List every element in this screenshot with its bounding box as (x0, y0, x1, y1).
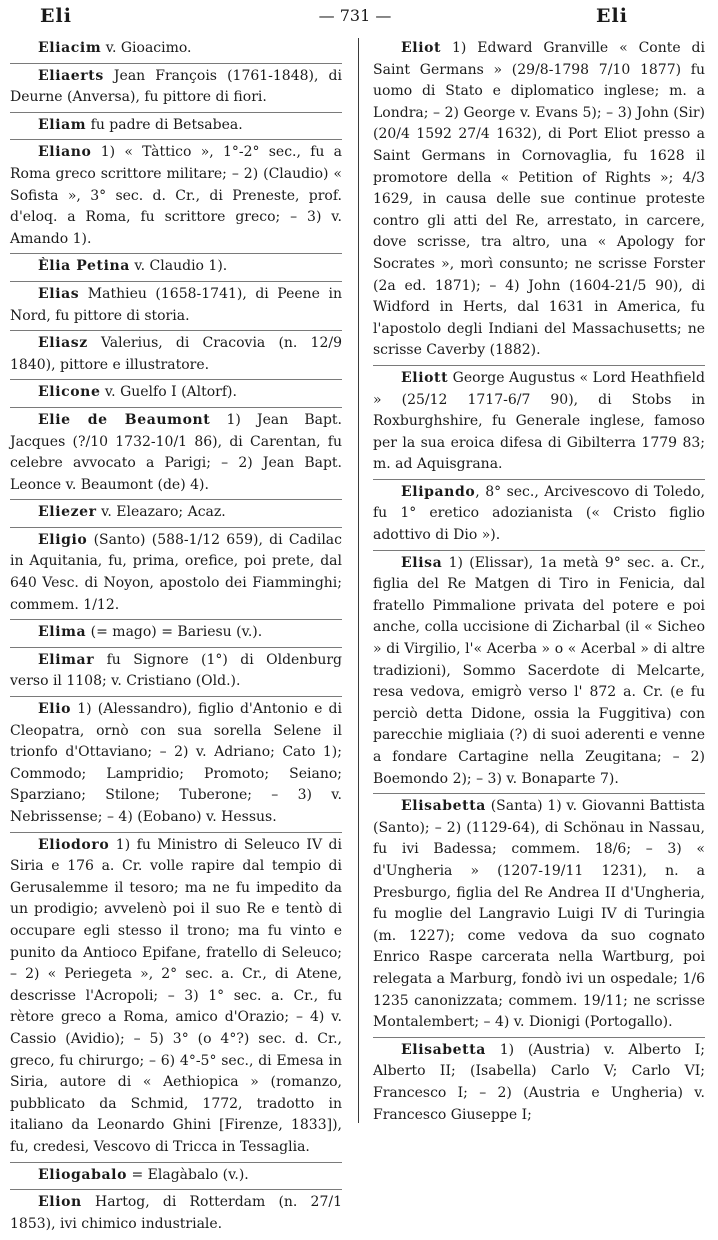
entry-text: = Elagàbalo (v.). (127, 1166, 249, 1183)
entry-text: v. Eleazaro; Acaz. (96, 504, 226, 521)
entry-term: Èlia Petina (38, 258, 130, 275)
entry (10, 410, 342, 500)
entry-term: Eliaerts (38, 67, 104, 84)
entry (10, 284, 342, 331)
entry (373, 1040, 705, 1129)
entry-text: 1) (Austria) v. Alberto I; Alberto II; (Isabella) Carlo V; Carlo VI; Francesco I; – 2) (Austria e Ungheria) v. Francesco Giuseppe I; (373, 1041, 705, 1123)
entry-term: Elimar (38, 651, 95, 668)
entry (10, 502, 342, 528)
entry-term: Eliano (38, 144, 92, 161)
entry-text: Hartog, di Rotterdam (n. 27/1 1853), ivi chimico industriale. (10, 1194, 342, 1232)
entry-term: Eligio (38, 531, 88, 548)
entry-term: Elipando (401, 483, 476, 500)
entry-term: Eliezer (38, 504, 97, 521)
entry-text: , 8° sec., Arcivescovo di Toledo, fu 1° eretico adozianista (« Cristo figlio adottivo di Dio »). (373, 483, 705, 544)
entry (10, 142, 342, 254)
entry-term: Elias (38, 285, 80, 302)
entry (10, 66, 342, 113)
entry-text: 1) (Alessandro), figlio d'Antonio e di Cleopatra, ornò con sua sorella Selene il trionfo d'Ottaviano; – 2) v. Adriano; Cato 1); Commodo; Lampridio; Promoto; Seiano; Sparziano; Stilone; Tuberone; – 3) v. Nebrissense; – 4) (Eobano) v. Hessus. (10, 701, 342, 825)
entry (10, 382, 342, 408)
entry-term: Eliodoro (38, 836, 110, 853)
entry-term: Eliasz (38, 335, 88, 352)
entry (10, 699, 342, 833)
entry-text: v. Gioacimo. (101, 40, 192, 56)
right-column (373, 38, 705, 1131)
entry-text: George Augustus « Lord Heathfield » (25/12 1717-6/7 90), di Stobs in Roxburghshire, fu Generale inglese, famoso per la sua eroica difesa di Gibilterra 1779 83; m. ad Aquisgrana. (373, 369, 705, 473)
entry-text: fu padre di Betsabea. (86, 116, 243, 133)
entry-term: Elio (38, 701, 72, 718)
entry (373, 796, 705, 1038)
entry (10, 530, 342, 620)
entry-text: (Santa) 1) v. Giovanni Battista (Santo); – 2) (1129-64), di Schönau in Nassau, fu ivi Badessa; commem. 18/6; – 3) « d'Ungheria » (1207-19/11 1231), n. a Presburgo, figlia del Re Andrea II d'Ungheria, fu moglie del Langravio Luigi IV di Turingia (m. 1227); come vedova da suo cognato Enrico Raspe carcerata nella Wartburg, poi relegata a Marburg, fondò ivi un ospedale; 1/6 1235 canonizzata; commem. 19/11; ne scrisse Montalembert; – 4) v. Dionigi (Portogallo). (373, 798, 705, 1031)
entry-text: 1) Jean Bapt. Jacques (?/10 1732-10/1 86), di Carentan, fu celebre avvocato a Parigi; – 2) Jean Bapt. Leonce v. Beaumont (de) 4). (10, 411, 343, 493)
entry-text: fu Signore (1°) di Oldenburg verso il 1108; v. Cristiano (Old.). (10, 651, 342, 690)
entry (373, 553, 705, 795)
page-number: — 731 — (318, 6, 392, 25)
entry (10, 1192, 342, 1238)
entry (10, 622, 342, 648)
entry-text: Jean François (1761-1848), di Deurne (Anversa), fu pittore di fiori. (10, 67, 342, 106)
entry (373, 38, 705, 366)
entry (10, 256, 342, 282)
header-right-word: Eli (596, 5, 628, 27)
entry-term: Elie de Beaumont (38, 411, 211, 428)
left-column (10, 38, 342, 1240)
entry-text: Mathieu (1658-1741), di Peene in Nord, fu pittore di storia. (10, 285, 342, 324)
column-divider (358, 38, 359, 1123)
entry-term: Eliacim (38, 40, 102, 56)
entry (373, 368, 705, 480)
entry-text: 1) fu Ministro di Seleuco IV di Siria e 176 a. Cr. volle rapire dal tempio di Gerusalemme il tesoro; ma ne fu impedito da un prodigio; avvelenò poi il suo Re e tentò di occupare egli stesso il trono; ma fu vinto e punito da Antioco Epifane, fratello di Seleuco; – 2) « Periegeta », 2° sec. a. Cr., di Atene, descrisse l'Acropoli; – 3) 1° sec. a. Cr., fu rètore greco a Roma, amico d'Orazio; – 4) v. Cassio (Avidio); – 5) 3° (o 4°?) sec. d. Cr., greco, fu chirurgo; – 6) 4°-5° sec., di Emesa in Siria, autore di « Aethiopica » (romanzo, pubblicato da Schmid, 1772, tradotto in italiano da Leonardo Ghini [Firenze, 1833]), fu, credesi, Vescovo di Tricca in Tessaglia. (10, 836, 342, 1155)
entry-term: Elisabetta (401, 798, 486, 815)
entry (10, 115, 342, 141)
entry (10, 333, 342, 380)
entry (10, 835, 342, 1163)
entry-text: 1) Edward Granville « Conte di Saint Germans » (29/8-1798 7/10 1877) fu uomo di Stato e diplomatico inglese; m. a Londra; – 2) George v. Evans 5); – 3) John (Sir) (20/4 1592 27/4 1632), di Port Eliot presso a Saint Germans in Cornovaglia, fu 1628 il promotore della « Petition of Rights »; 4/3 1629, in causa delle sue continue proteste contro gli atti del Re, arrestato, in carcere, dove scrisse, tra altro, una « Apology for Socrates », morì consunto; ne scrisse Forster (2a ed. 1871); – 4) John (1604-21/5 90), di Widford in Herts, dal 1631 in America, fu l'apostolo degli Indiani del Massachusetts; ne scrisse Caverby (1882). (373, 40, 705, 359)
entry-text: (= mago) = Bariesu (v.). (86, 624, 263, 641)
entry-term: Eliogabalo (38, 1166, 128, 1183)
entry-term: Eliot (401, 40, 442, 56)
entry-text: 1) (Elissar), 1a metà 9° sec. a. Cr., figlia del Re Matgen di Tiro in Fenicia, dal fratello Pimmalione privata del potere e poi anche, colla uccisione di Zicharbal (il « Sicheo » di Virgilio, l'« Acerba » o « Acerbal » di altre tradizioni), Sommo Sacerdote di Melcarte, resa vedova, emigrò verso l' 872 a. Cr. (e fu perciò detta Didone, ossia la Fuggitiva) con parecchie migliaia (?) di suoi aderenti e venne a fondare Cartagine nella Zeugitana; – 2) Boemondo 2); – 3) v. Bonaparte 7). (373, 554, 705, 787)
entry (10, 38, 342, 64)
entry-text: 1) « Tàttico », 1°-2° sec., fu a Roma greco scrittore militare; – 2) (Claudio) « Sofista », 3° sec. d. Cr., di Preneste, prof. d'eloq. a Roma, fu scrittore greco; – 3) v. Amando 1). (10, 144, 342, 247)
entry (373, 482, 705, 551)
entry-text: v. Claudio 1). (129, 258, 228, 275)
entry-term: Eliam (38, 116, 87, 133)
entry (10, 650, 342, 697)
entry-term: Eliott (401, 369, 449, 386)
entry-term: Elima (38, 624, 87, 641)
page-header (0, 0, 718, 30)
header-left-word: Eli (40, 5, 72, 27)
entry (10, 1165, 342, 1191)
entry-text: v. Guelfo I (Altorf). (100, 384, 237, 401)
entry-term: Elicone (38, 384, 101, 401)
entry-term: Elion (38, 1194, 82, 1211)
entry-term: Elisabetta (401, 1041, 486, 1058)
entry-text: Valerius, di Cracovia (n. 12/9 1840), pittore e illustratore. (10, 335, 342, 373)
entry-term: Elisa (401, 554, 443, 571)
entry-text: (Santo) (588-1/12 659), di Cadilac in Aquitania, fu, prima, orefice, poi prete, dal 640 Vesc. di Noyon, apostolo dei Fiamminghi; commem. 1/12. (10, 531, 342, 613)
